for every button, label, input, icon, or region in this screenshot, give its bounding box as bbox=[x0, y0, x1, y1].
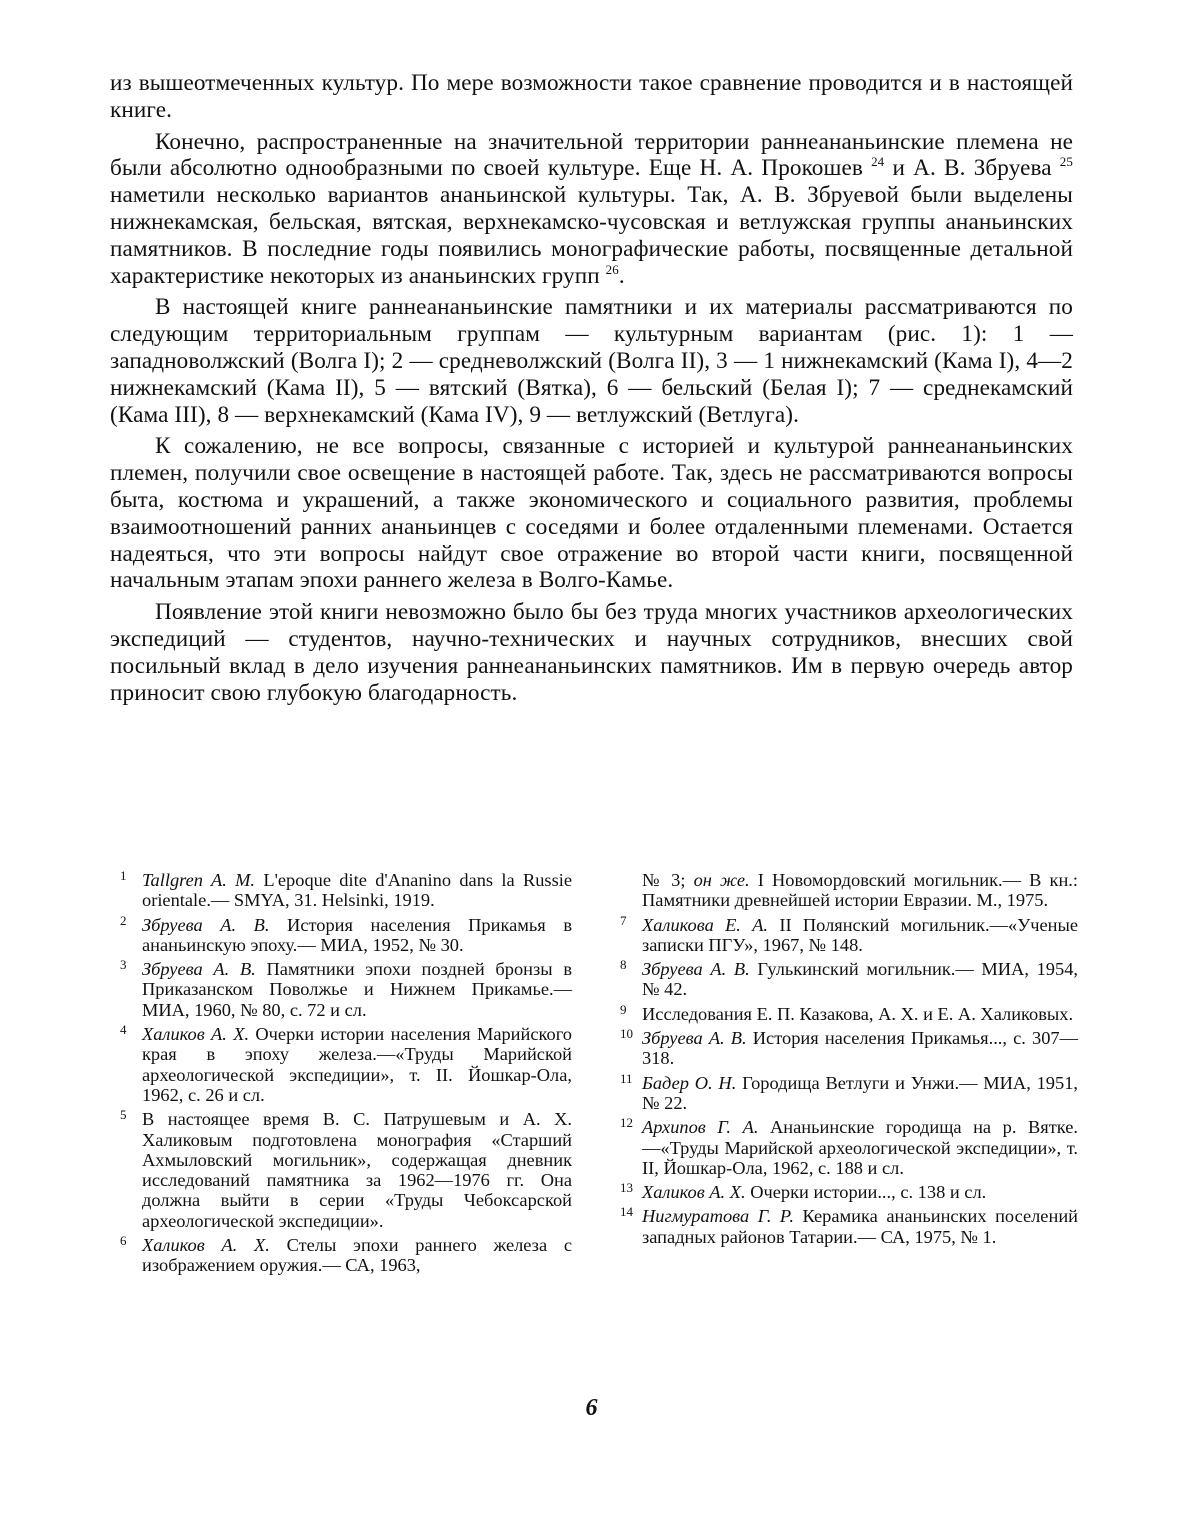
paragraph-text: наметили несколько вариантов ананьинской культуры. Так, А. В. Збруевой были выделены нижнекамская, бельская, вятская, верхнекамско-чусовская и ветлужская группы ананьинских памятников. В последние годы появились монографические работы, посвященные детальной характеристике некоторых из ананьинских групп bbox=[110, 182, 1073, 289]
paragraph-5 bbox=[110, 599, 1073, 706]
footnote-author: Халикова Е. А. bbox=[642, 914, 769, 935]
footnote-author: он же. bbox=[693, 870, 750, 890]
footnote-text: II Полянский могильник.—«Ученые записки ПГУ», 1967, № 148. bbox=[642, 914, 1078, 955]
paragraph-text: В настоящей книге раннеананьинские памятники и их материалы рассматриваются по следующим территориальным группам — культурным вариантам (рис. 1): 1 — западноволжский (Волга I); 2 — средневолжский (Волга II), 3 — 1 нижнекамский (Кама I), 4—2 нижнекамский (Кама II), 5 — вятский (Вятка), 6 — бельский (Белая I); 7 — среднекамский (Кама III), 8 — верхнекамский (Кама IV), 9 — ветлужский (Ветлуга). bbox=[110, 294, 1073, 428]
footnote-author: Халиков А. Х. bbox=[142, 1024, 250, 1045]
footnote-6: 6 Халиков А. Х. Стелы эпохи раннего железа с изображением оружия.— СА, 1963, bbox=[120, 1233, 572, 1276]
footnote-author: Tallgren A. M. bbox=[142, 870, 256, 890]
footnote-text: Гулькинский могильник.— МИА, 1954, № 42. bbox=[642, 959, 1078, 1000]
footnote-text: История населения Прикамья..., с. 307—318. bbox=[642, 1028, 1078, 1069]
book-page bbox=[110, 70, 1079, 1421]
footnote-3: 3 Збруева А. В. Памятники эпохи поздней бронзы в Приказанском Поволжье и Нижнем Прикамье.— МИА, 1960, № 80, с. 72 и сл. bbox=[120, 957, 573, 1020]
paragraph-4 bbox=[110, 433, 1073, 594]
footnote-4: 4 Халиков А. Х. Очерки истории населения Марийского края в эпоху железа.—«Труды Марийской археологической экспедиции», т. II. Йошкар-Ола, 1962, с. 26 и сл. bbox=[120, 1022, 572, 1105]
paragraph-text: . bbox=[618, 262, 625, 289]
footnote-author: Халиков А. Х. bbox=[642, 1182, 746, 1203]
footnote-author: Халиков А. Х. bbox=[142, 1235, 270, 1256]
footnote-text: Керамика ананьинских поселений западных районов Татарии.— СА, 1975, № 1. bbox=[642, 1206, 1078, 1247]
footnote-text: История населения Прикамья в ананьинскую эпоху.— МИА, 1952, № 30. bbox=[142, 914, 573, 955]
paragraph-text: и А. В. Збруева bbox=[884, 155, 1052, 182]
footnote-14: 14 Нигмуратова Г. Р. Керамика ананьинских поселений западных районов Татарии.— СА, 1975, № 1. bbox=[620, 1204, 1078, 1247]
footnote-7: 7 Халикова Е. А. II Полянский могильник.—«Ученые записки ПГУ», 1967, № 148. bbox=[620, 912, 1078, 955]
paragraph-text: К сожалению, не все вопросы, связанные с историей и культурой раннеананьинских племен, получили свое освещение в настоящей работе. Так, здесь не рассматриваются вопросы быта, костюма и украшений, а также экономического и социального развития, проблемы взаимоотношений ранних ананьинцев с соседями и более отдаленными племенами. Остается надеяться, что эти вопросы найдут свое отражение во второй части книги, посвященной начальным этапам эпохи раннего железа в Волго-Камье. bbox=[110, 433, 1073, 594]
main-text bbox=[110, 70, 1073, 706]
footnote-ref: 25 bbox=[1059, 154, 1073, 170]
footnote-text: № 3; bbox=[642, 870, 694, 890]
paragraph-2 bbox=[110, 129, 1073, 290]
footnote-text: Очерки истории..., с. 138 и сл. bbox=[745, 1182, 987, 1203]
footnote-text: Городища Ветлуги и Унжи.— МИА, 1951, № 22. bbox=[642, 1072, 1078, 1113]
footnote-text: В настоящее время В. С. Патрушевым и А. Х. Халиковым подготовлена монография «Старший Ахмыловский могильник», содержащая дневник исследований памятника за 1962—1976 гг. Она должна выйти в серии «Труды Чебоксарской археологической экспедиции». bbox=[142, 1109, 572, 1231]
footnote-6-continued bbox=[620, 870, 1078, 911]
footnote-text: Памятники эпохи поздней бронзы в Приказанском Поволжье и Нижнем Прикамье.— МИА, 1960, № 80, с. 72 и сл. bbox=[142, 959, 573, 1020]
paragraph-text: Появление этой книги невозможно было бы без труда многих участников археологических экспедиций — студентов, научно-технических и научных сотрудников, внесших свой посильный вклад в дело изучения раннеананьинских памятников. Им в первую очередь автор приносит свою глубокую благодарность. bbox=[110, 599, 1073, 706]
footnote-2: 2 Збруева А. В. История населения Прикамья в ананьинскую эпоху.— МИА, 1952, № 30. bbox=[120, 912, 573, 955]
footnote-1: 1 Tallgren A. M. L'epoque dite d'Ananino dans la Russie orientale.— SMYA, 31. Helsinki, 1919. bbox=[120, 868, 572, 911]
footnote-text: L'epoque dite d'Ananino dans la Russie orientale.— SMYA, 31. Helsinki, 1919. bbox=[142, 870, 572, 911]
footnote-ref: 24 bbox=[871, 154, 885, 170]
footnote-12: 12 Архипов Г. А. Ананьинские городища на р. Вятке.—«Труды Марийской археологической экспедиции», т. II, Йошкар-Ола, 1962, с. 188 и сл. bbox=[620, 1115, 1079, 1178]
paragraph-3 bbox=[110, 294, 1073, 428]
footnote-9: 9 Исследования Е. П. Казакова, А. Х. и Е. А. Халиковых. bbox=[620, 1001, 1074, 1024]
footnote-5: 5 В настоящее время В. С. Патрушевым и А. Х. Халиковым подготовлена монография «Старший Ахмыловский могильник», содержащая дневник исследований памятника за 1962—1976 гг. Она должна выйти в серии «Труды Чебоксарской археологической экспедиции». bbox=[120, 1107, 572, 1231]
footnote-author: Збруева А. В. bbox=[142, 959, 256, 980]
footnote-13: 13 Халиков А. Х. Очерки истории..., с. 138 и сл. bbox=[620, 1180, 987, 1203]
footnote-8: 8 Збруева А. В. Гулькинский могильник.— МИА, 1954, № 42. bbox=[620, 957, 1078, 1000]
paragraph-text: Конечно, распространенные на значительной территории раннеананьинские племена не были абсолютно однообразными по своей культуре. Еще Н. А. Прокошев bbox=[110, 128, 1073, 182]
footnote-author: Збруева А. В. bbox=[642, 1028, 747, 1049]
footnote-10: 10 Збруева А. В. История населения Прикамья..., с. 307—318. bbox=[620, 1026, 1078, 1069]
footnote-text: Ананьинские городища на р. Вятке.—«Труды Марийской археологической экспедиции», т. II, Йошкар-Ола, 1962, с. 188 и сл. bbox=[642, 1117, 1079, 1178]
footnote-author: Бадер О. Н. bbox=[642, 1072, 737, 1093]
footnote-text: I Новомордовский могильник.— В кн.: Памятники древнейшей истории Евразии. М., 1975. bbox=[642, 870, 1079, 911]
footnotes-right-column bbox=[620, 870, 1078, 1280]
footnote-text: Очерки истории населения Марийского края в эпоху железа.—«Труды Марийской археологической экспедиции», т. II. Йошкар-Ола, 1962, с. 26 и сл. bbox=[142, 1024, 572, 1105]
footnote-author: Архипов Г. А. bbox=[642, 1117, 759, 1138]
footnote-11: 11 Бадер О. Н. Городища Ветлуги и Унжи.— МИА, 1951, № 22. bbox=[620, 1070, 1078, 1113]
footnote-author: Нигмуратова Г. Р. bbox=[642, 1206, 794, 1227]
footnote-text: Исследования Е. П. Казакова, А. Х. и Е. А. Халиковых. bbox=[642, 1003, 1074, 1024]
page-number: 6 bbox=[585, 1395, 598, 1421]
paragraph-1 bbox=[110, 70, 1073, 124]
footnote-ref: 26 bbox=[605, 261, 619, 277]
footnotes bbox=[120, 870, 1078, 1280]
footnote-author: Збруева А. В. bbox=[642, 959, 750, 980]
footnote-author: Збруева А. В. bbox=[142, 914, 270, 935]
footnote-text: Стелы эпохи раннего железа с изображением оружия.— СА, 1963, bbox=[142, 1235, 572, 1276]
footnotes-left-column bbox=[120, 870, 572, 1280]
paragraph-text: из вышеотмеченных культур. По мере возможности такое сравнение проводится и в настоящей книге. bbox=[110, 70, 1073, 123]
